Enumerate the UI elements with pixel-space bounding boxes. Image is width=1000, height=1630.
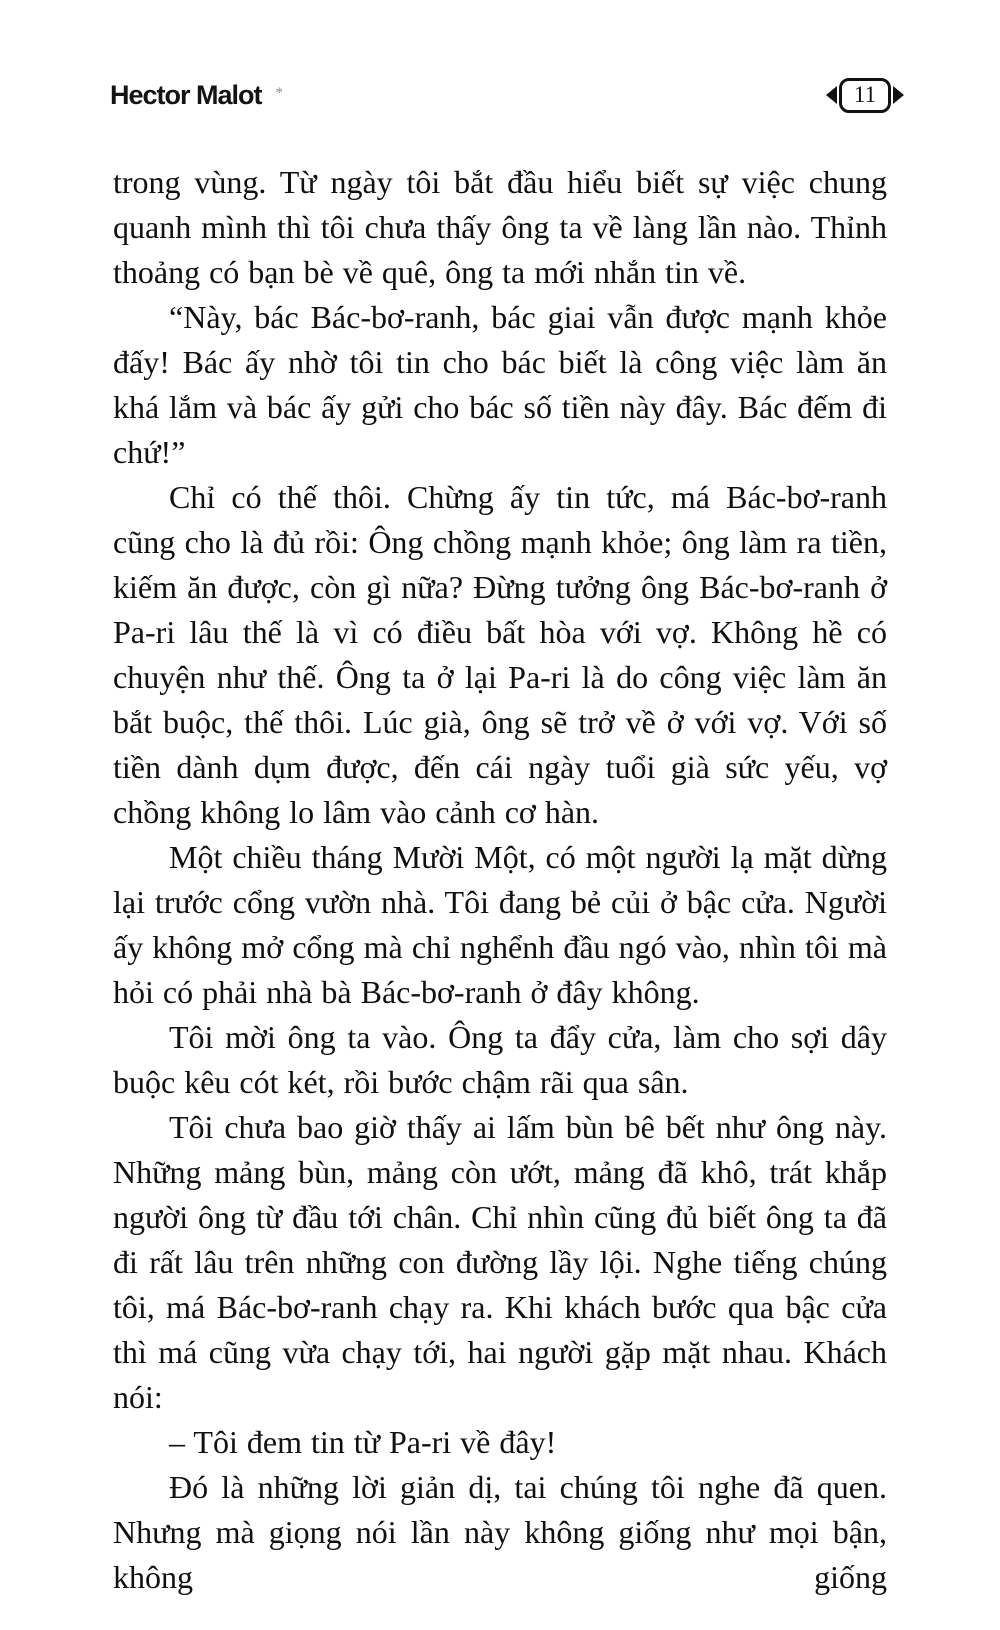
author-name: Hector Malot [110, 79, 262, 110]
paragraph: “Này, bác Bác-bơ-ranh, bác giai vẫn được mạnh khỏe đấy! Bác ấy nhờ tôi tin cho bác biết là công việc làm ăn khá lắm và bác ấy gửi cho bác số tiền này đây. Bác đếm đi chứ!” [113, 299, 887, 470]
page-number: 11 [839, 78, 891, 113]
ink-speck: * [275, 85, 284, 102]
paragraph: trong vùng. Từ ngày tôi bắt đầu hiểu biết sự việc chung quanh mình thì tôi chưa thấy ông ta về làng lần nào. Thỉnh thoảng có bạn bè về quê, ông ta mới nhắn tin về. [113, 164, 887, 290]
header-author [110, 80, 283, 111]
page-header [110, 74, 904, 116]
paragraph: Một chiều tháng Mười Một, có một người lạ mặt dừng lại trước cổng vườn nhà. Tôi đang bẻ củi ở bậc cửa. Người ấy không mở cổng mà chỉ nghểnh đầu ngó vào, nhìn tôi mà hỏi có phải nhà bà Bác-bơ-ranh ở đây không. [113, 839, 887, 1010]
left-arrow-icon [826, 86, 837, 104]
page-body [113, 160, 887, 1600]
paragraph: Chỉ có thế thôi. Chừng ấy tin tức, má Bác-bơ-ranh cũng cho là đủ rồi: Ông chồng mạnh khỏe; ông làm ra tiền, kiếm ăn được, còn gì nữa? Đừng tưởng ông Bác-bơ-ranh ở Pa-ri lâu thế là vì có điều bất hòa với vợ. Không hề có chuyện như thế. Ông ta ở lại Pa-ri là do công việc làm ăn bắt buộc, thế thôi. Lúc già, ông sẽ trở về ở với vợ. Với số tiền dành dụm được, đến cái ngày tuổi già sức yếu, vợ chồng không lo lâm vào cảnh cơ hàn. [113, 479, 887, 830]
paragraph: – Tôi đem tin từ Pa-ri về đây! [169, 1424, 557, 1460]
page-number-widget [826, 78, 904, 113]
paragraph: Tôi mời ông ta vào. Ông ta đẩy cửa, làm cho sợi dây buộc kêu cót két, rồi bước chậm rãi qua sân. [113, 1019, 887, 1100]
paragraph: Tôi chưa bao giờ thấy ai lấm bùn bê bết như ông này. Những mảng bùn, mảng còn ướt, mảng đã khô, trát khắp người ông từ đầu tới chân. Chỉ nhìn cũng đủ biết ông ta đã đi rất lâu trên những con đường lầy lội. Nghe tiếng chúng tôi, má Bác-bơ-ranh chạy ra. Khi khách bước qua bậc cửa thì má cũng vừa chạy tới, hai người gặp mặt nhau. Khách nói: [113, 1109, 887, 1415]
paragraph: Đó là những lời giản dị, tai chúng tôi nghe đã quen. Nhưng mà giọng nói lần này không giống như mọi bận, không giống [113, 1469, 887, 1595]
right-arrow-icon [893, 86, 904, 104]
